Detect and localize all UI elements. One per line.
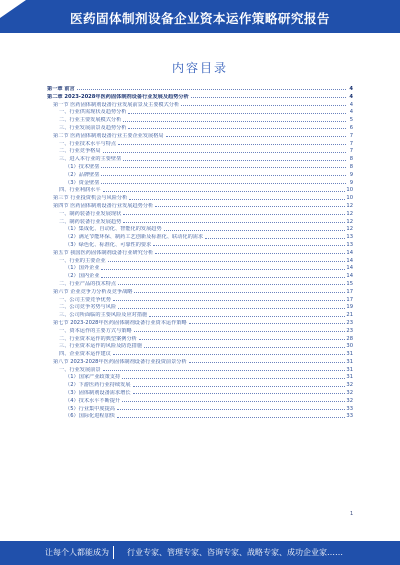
- toc-entry-text: 一、行业发展前景: [59, 366, 101, 373]
- toc-leader-dots: [101, 167, 346, 168]
- toc-entry[interactable]: [47, 211, 353, 219]
- toc-entry-page: 12: [346, 210, 353, 217]
- toc-entry[interactable]: [47, 250, 353, 258]
- toc-entry-text: 二、行业资本运作的典型案例分析: [59, 335, 137, 342]
- toc-entry-text: 一、制药装备行业发展现状: [59, 210, 122, 217]
- toc-leader-dots: [191, 97, 346, 98]
- toc-leader-dots: [123, 214, 345, 215]
- header-corner-decoration: [0, 0, 26, 18]
- toc-entry-page: 31: [346, 366, 353, 373]
- toc-entry[interactable]: [47, 109, 353, 117]
- toc-entry-page: 13: [346, 234, 353, 241]
- toc-entry-text: 第三节 行业投资机会与风险分析: [53, 195, 128, 202]
- toc-entry-page: 13: [346, 241, 353, 248]
- toc-entry-text: （1）集成化、自动化、智能化的发展趋势: [65, 226, 162, 233]
- toc-entry-text: 一、行业技术水平与特点: [59, 140, 117, 147]
- toc-entry-text: 二、行业竞争格局: [59, 148, 101, 155]
- toc-entry[interactable]: [47, 398, 353, 406]
- toc-entry-text: （1）技术壁垒: [65, 163, 100, 170]
- toc-leader-dots: [77, 89, 346, 90]
- toc-leader-dots: [166, 136, 346, 137]
- toc-leader-dots: [149, 316, 345, 317]
- toc-entry-text: 第二章 2023-2028年医药固体制剂设备行业发展及趋势分析: [47, 93, 189, 100]
- toc-entry-text: 三、行业资本运作的风险及防范措施: [59, 343, 143, 350]
- toc-entry-text: （4）技术水平不断提升: [65, 397, 121, 404]
- toc-entry-page: 12: [346, 218, 353, 225]
- toc-leader-dots: [101, 183, 346, 184]
- toc-entry[interactable]: [47, 164, 353, 172]
- toc-entry[interactable]: [47, 297, 353, 305]
- toc-entry[interactable]: [47, 172, 353, 180]
- toc-leader-dots: [123, 160, 346, 161]
- toc-entry-text: 第五节 我国医药固体制剂设备行业研究分析: [53, 249, 154, 256]
- toc-leader-dots: [117, 409, 345, 410]
- toc-entry[interactable]: [47, 328, 353, 336]
- toc-entry-text: 一、行业供需现状及趋势分析: [59, 109, 127, 116]
- toc-entry-page: 32: [346, 397, 353, 404]
- toc-leader-dots: [101, 277, 345, 278]
- toc-leader-dots: [123, 121, 346, 122]
- toc-entry-page: 4: [349, 109, 353, 116]
- toc-entry[interactable]: [47, 367, 353, 375]
- toc-entry-page: 5: [349, 117, 353, 124]
- toc-entry-text: （5）行业集中度提高: [65, 405, 115, 412]
- toc-leader-dots: [108, 261, 346, 262]
- toc-entry-text: 三、行业发展前景及趋势分析: [59, 124, 127, 131]
- toc-leader-dots: [205, 238, 345, 239]
- footer-slogan: 让每个人都能成为: [45, 548, 109, 557]
- toc-entry-page: 10: [346, 195, 353, 202]
- toc-leader-dots: [133, 393, 346, 394]
- table-of-contents: [47, 86, 353, 421]
- toc-entry-page: 14: [346, 257, 353, 264]
- toc-leader-dots: [164, 230, 346, 231]
- toc-leader-dots: [189, 362, 346, 363]
- toc-entry[interactable]: [47, 336, 353, 344]
- toc-leader-dots: [134, 292, 345, 293]
- toc-entry-text: （2）满足节能环保、制药工艺创新及标准化、联动化的需求: [65, 234, 204, 241]
- toc-entry-text: （1）国外企业: [65, 265, 100, 272]
- toc-entry[interactable]: [47, 320, 353, 328]
- toc-entry-page: 30: [346, 343, 353, 350]
- toc-entry[interactable]: [47, 133, 353, 141]
- toc-entry[interactable]: [47, 374, 353, 382]
- toc-entry-page: 10: [346, 187, 353, 194]
- toc-entry-text: 第二节 医药固体制剂设备行业主要企业发展格局: [53, 132, 164, 139]
- toc-entry-page: 7: [349, 140, 353, 147]
- toc-entry[interactable]: [47, 203, 353, 211]
- toc-entry-text: （3）绿色化、标准化、可靠性的要求: [65, 241, 152, 248]
- toc-entry-page: 19: [346, 304, 353, 311]
- toc-entry-page: 4: [349, 86, 353, 92]
- toc-entry[interactable]: [47, 289, 353, 297]
- toc-leader-dots: [118, 284, 345, 285]
- toc-leader-dots: [118, 308, 345, 309]
- toc-entry-page: 31: [346, 374, 353, 381]
- toc-leader-dots: [118, 144, 346, 145]
- toc-entry-page: 7: [349, 148, 353, 155]
- toc-entry[interactable]: [47, 117, 353, 125]
- toc-entry-text: （3）资金壁垒: [65, 179, 100, 186]
- toc-entry[interactable]: [47, 86, 353, 94]
- toc-entry-page: 6: [349, 124, 353, 131]
- toc-entry-page: 8: [349, 156, 353, 163]
- toc-leader-dots: [117, 417, 345, 418]
- toc-entry-page: 21: [346, 312, 353, 319]
- toc-entry-page: 32: [346, 390, 353, 397]
- toc-entry[interactable]: [47, 195, 353, 203]
- toc-entry-page: 17: [346, 288, 353, 295]
- toc-entry-page: 32: [346, 382, 353, 389]
- toc-entry-page: 31: [346, 358, 353, 365]
- toc-entry-text: 第一节 医药固体制剂设备行业发展前景及主要模式分析: [53, 101, 180, 108]
- toc-entry-text: 三、公司所面临的主要风险及应对措施: [59, 312, 148, 319]
- toc-entry-page: 33: [346, 413, 353, 420]
- toc-entry[interactable]: [47, 281, 353, 289]
- toc-entry-text: 一、公司主要竞争优势: [59, 296, 111, 303]
- toc-entry-text: 第八节 2023-2028年医药固体制剂设备行业投资前景分析: [53, 358, 187, 365]
- toc-entry-text: 一、行业的主要企业: [59, 257, 106, 264]
- toc-entry-page: 31: [346, 351, 353, 358]
- toc-leader-dots: [103, 370, 346, 371]
- toc-entry[interactable]: [47, 156, 353, 164]
- footer-divider: [113, 546, 114, 559]
- toc-entry-text: （1）国家产业政策支持: [65, 374, 121, 381]
- toc-entry-page: 4: [349, 101, 353, 108]
- toc-leader-dots: [103, 152, 346, 153]
- toc-entry[interactable]: [47, 94, 353, 102]
- toc-entry[interactable]: [47, 351, 353, 359]
- toc-entry[interactable]: [47, 359, 353, 367]
- footer-tagline: 行业专家、管理专家、咨询专家、战略专家、成功企业家……: [127, 548, 343, 557]
- toc-leader-dots: [153, 245, 345, 246]
- toc-entry-page: 14: [346, 273, 353, 280]
- toc-entry-page: 12: [346, 226, 353, 233]
- report-title: 医药固体制剂设备企业资本运作策略研究报告: [70, 11, 330, 26]
- toc-leader-dots: [129, 199, 345, 200]
- toc-leader-dots: [144, 347, 345, 348]
- toc-entry-page: 8: [349, 163, 353, 170]
- toc-leader-dots: [122, 401, 345, 402]
- toc-entry-page: 15: [346, 280, 353, 287]
- toc-entry-page: 14: [346, 265, 353, 272]
- footer-banner: [0, 541, 400, 565]
- toc-entry-page: 12: [346, 202, 353, 209]
- toc-entry-text: （6）国际化进程加快: [65, 413, 115, 420]
- toc-entry[interactable]: [47, 413, 353, 421]
- toc-heading: 内容目录: [171, 61, 228, 75]
- toc-leader-dots: [122, 378, 345, 379]
- toc-leader-dots: [133, 386, 346, 387]
- toc-leader-dots: [181, 105, 346, 106]
- header-banner: [0, 0, 400, 33]
- page-number: 1: [350, 511, 354, 517]
- toc-entry[interactable]: [47, 226, 353, 234]
- toc-entry[interactable]: [47, 265, 353, 273]
- toc-entry[interactable]: [47, 406, 353, 414]
- toc-leader-dots: [128, 113, 346, 114]
- toc-entry-text: （3）固体制剂设备需求增长: [65, 390, 131, 397]
- toc-entry-page: 33: [346, 405, 353, 412]
- toc-entry[interactable]: [47, 125, 353, 133]
- toc-entry-text: 二、制药装备行业发展趋势: [59, 218, 122, 225]
- toc-entry-page: 9: [349, 179, 353, 186]
- toc-entry[interactable]: [47, 219, 353, 227]
- toc-entry-page: 9: [349, 171, 353, 178]
- toc-leader-dots: [103, 191, 346, 192]
- toc-leader-dots: [189, 323, 346, 324]
- toc-entry-text: 二、行业产品的技术特点: [59, 280, 117, 287]
- toc-leader-dots: [101, 269, 345, 270]
- toc-entry-text: 一、资本运作的主要方式与策略: [59, 327, 132, 334]
- toc-entry[interactable]: [47, 304, 353, 312]
- toc-entry[interactable]: [47, 382, 353, 390]
- toc-entry-text: 第四节 医药固体制剂设备行业发展趋势分析: [53, 202, 154, 209]
- toc-leader-dots: [113, 354, 346, 355]
- toc-entry[interactable]: [47, 258, 353, 266]
- toc-entry-text: 二、行业主要发展模式分析: [59, 117, 122, 124]
- toc-entry[interactable]: [47, 187, 353, 195]
- toc-entry[interactable]: [47, 148, 353, 156]
- toc-entry-text: （2）下游医药行业持续发展: [65, 382, 131, 389]
- toc-leader-dots: [139, 339, 346, 340]
- toc-leader-dots: [128, 128, 346, 129]
- toc-leader-dots: [123, 222, 345, 223]
- toc-entry-text: 三、进入本行业的主要壁垒: [59, 156, 122, 163]
- toc-entry[interactable]: [47, 312, 353, 320]
- toc-entry[interactable]: [47, 390, 353, 398]
- toc-entry-text: 第七节 2023-2028年医药固体制剂设备行业资本运作策略: [53, 319, 187, 326]
- toc-entry[interactable]: [47, 242, 353, 250]
- toc-leader-dots: [155, 253, 345, 254]
- toc-entry-page: 7: [349, 132, 353, 139]
- toc-leader-dots: [113, 300, 346, 301]
- toc-entry[interactable]: [47, 343, 353, 351]
- toc-entry[interactable]: [47, 102, 353, 110]
- toc-entry-page: 28: [346, 335, 353, 342]
- toc-leader-dots: [155, 206, 345, 207]
- toc-entry-page: 4: [349, 93, 353, 100]
- toc-entry-page: 14: [346, 249, 353, 256]
- toc-entry-page: 23: [346, 319, 353, 326]
- toc-entry[interactable]: [47, 234, 353, 242]
- toc-entry-text: 第六节 企业竞争力分析及竞争战略: [53, 288, 133, 295]
- toc-entry-text: （2）国内企业: [65, 273, 100, 280]
- toc-entry-text: （2）品牌壁垒: [65, 171, 100, 178]
- toc-entry-page: 23: [346, 327, 353, 334]
- toc-entry-text: 二、公司竞争劣势与风险: [59, 304, 117, 311]
- toc-entry-text: 四、企业资本运作建议: [59, 351, 111, 358]
- toc-entry-text: 四、行业利润水平: [59, 187, 101, 194]
- toc-entry-text: 第一章 前言: [47, 86, 75, 92]
- toc-entry[interactable]: [47, 273, 353, 281]
- toc-leader-dots: [101, 175, 346, 176]
- toc-entry[interactable]: [47, 141, 353, 149]
- toc-leader-dots: [134, 331, 346, 332]
- toc-entry[interactable]: [47, 180, 353, 188]
- toc-entry-page: 17: [346, 296, 353, 303]
